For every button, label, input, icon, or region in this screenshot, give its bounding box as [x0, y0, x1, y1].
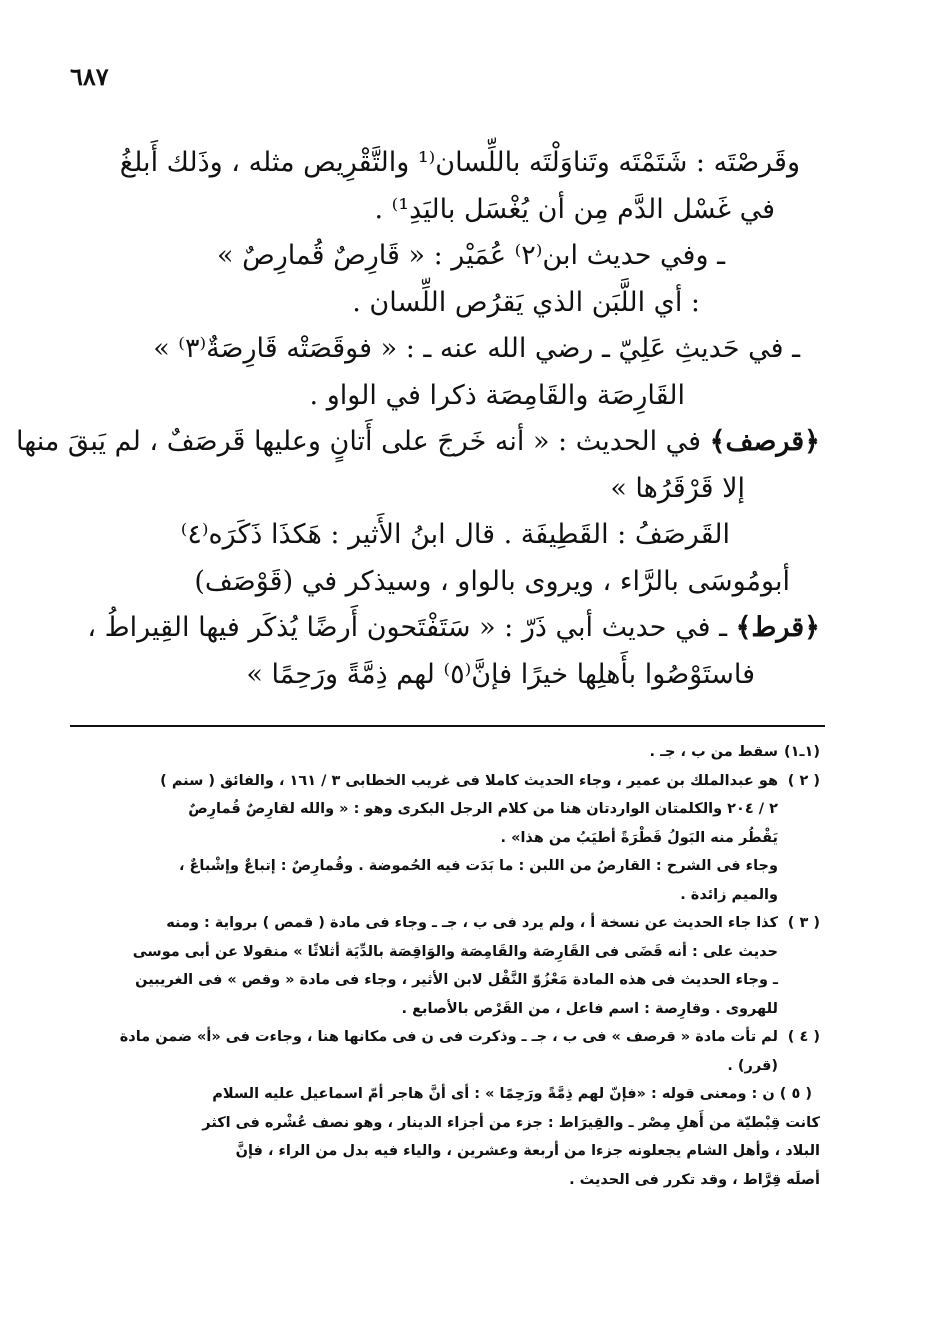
main-line: فاستَوْصُوا بأَهلِها خيرًا فإنَّ⁽٥⁾ لهم ذِمَّةً ورَحِمًا » [246, 658, 755, 690]
footnote-line: ـ وجاء الحديث فى هذه المادة مَعْزُوّ النَّقْل لابن الأثير ، وجاء فى مادة « وقص » فى الغريبين [135, 972, 778, 988]
main-line: ـ في حَديثِ عَلِيّ ـ رضي الله عنه ـ : « فوقَصَتْه قَارِصَةٌ⁽٣⁾ » [153, 333, 800, 364]
footnote-line: كانت قِبْطيّة من أَهلِ مِصْر ـ والقِيرَاط : جزء من أجزاء الدينار ، وهو نصف عُشْره فى اكثر [202, 1114, 820, 1131]
footnote-line: ( ٥ ) ن : ومعنى قوله : «فإنّ لهم ذِمَّةً ورَحِمًا » : أى أنَّ هاجر أمّ اسماعيل عليه السلام [212, 1086, 812, 1102]
footnote-number: ( ٣ ) [787, 915, 820, 931]
page-number: ٦٨٧ [70, 62, 109, 91]
footnote-line: لم تأت مادة « قرصف » فى ب ، جـ ـ وذكرت فى ن فى مكانها هنا ، وجاءت فى «أ» ضمن مادة [119, 1029, 778, 1045]
footnote [70, 909, 820, 1023]
main-line: وقَرصْتَه : شَتَمْتَه وتَناوَلْتَه باللِّسان⁽¹ والتَّقْرِيص مثله ، وذَلك أَبلغُ [119, 147, 800, 178]
main-line: في غَسْل الدَّم مِن أن يُغْسَل باليَدِ¹⁾ . [374, 193, 775, 225]
footnote-line: (قرر) . [727, 1057, 778, 1074]
entry-text: في الحديث : « أنه خَرجَ على أَتانٍ وعليها قَرصَفٌ ، لم يَبقَ منها [16, 426, 702, 457]
main-line: إلا قَرْقَرُها » [610, 472, 745, 504]
footnote [70, 738, 820, 767]
footnote-body [70, 909, 778, 1023]
footnote-5 [70, 1080, 820, 1194]
footnote [70, 767, 820, 910]
main-line: : أي اللَّبَن الذي يَقرُص اللِّسان . [352, 286, 700, 318]
footnote-line: سقط من ب ، جـ . [649, 744, 778, 760]
footnote-body [70, 738, 778, 767]
main-line: القَارِصَة والقَامِصَة ذكرا في الواو . [309, 379, 685, 411]
main-line: أبومُوسَى بالرَّاء ، ويروى بالواو ، وسيذكر في (قَوْصَف) [194, 565, 790, 597]
footnote-body [70, 767, 778, 910]
footnote-line: أصلَه قِرَّاط ، وقد تكرر فى الحديث . [569, 1171, 820, 1188]
footnote-line: وجاء فى الشرح : القارصُ من اللبن : ما بَدَت فيه الحُموضة . وقُمارِصٌ : إتباعٌ وإشْباعٌ ، [178, 858, 778, 874]
main-line: القَرصَفُ : القَطِيفَة . قال ابنُ الأَثير : هَكذَا ذَكَرَه⁽٤⁾ [180, 519, 730, 550]
footnote-body [70, 1023, 778, 1080]
main-line: ـ وفي حديث ابن⁽٢⁾ عُمَيْر : « قَارِصٌ قُمارِصٌ » [217, 240, 725, 271]
footnote-line: للهروى . وقارِصة : اسم فاعل ، من القَرْص بالأصابع . [401, 1000, 778, 1017]
footnote-line: والميم زائدة . [680, 886, 778, 903]
footnotes [70, 738, 820, 1194]
footnote-number: ( ٤ ) [787, 1029, 820, 1045]
headword-qart: ﴿قرط﴾ [735, 612, 820, 643]
main-text [16, 140, 820, 698]
footnote-number: ( ٢ ) [787, 772, 820, 789]
footnote-line: كذا جاء الحديث عن نسخة أ ، ولم يرد فى ب ، جـ ـ وجاء فى مادة ( قمص ) برواية : ومنه [166, 915, 778, 931]
entry-text: ـ في حديث أبي ذَرّ : « سَتَفْتَحون أَرضًا يُذكَر فيها القِيراطُ ، [87, 612, 727, 643]
footnote-line: البلاد ، وأهل الشام يجعلونه جزءا من أربعة وعشرين ، والياء فيه بدل من الراء ، فإنَّ [235, 1143, 820, 1159]
entry-qart-line [70, 605, 820, 652]
footnote-line: هو عبدالملك بن عمير ، وجاء الحديث كاملا فى غريب الخطابى ٣ / ١٦١ ، والفائق ( سنم ) [160, 772, 778, 789]
footnote-line: ٢ / ٢٠٤ والكلمتان الواردتان هنا من كلام الرجل البكرى وهو : « والله لقارِصٌ قُمارِصٌ [188, 801, 778, 817]
footnote-line: يَقْطُر منه البَولُ قَطْرَةً أطيَبُ من هذا» . [500, 829, 778, 846]
footnote-divider [70, 725, 825, 727]
footnote-number: (١ـ١) [784, 744, 820, 760]
footnote-line: حديث على : أنه قَضَى فى القَارِصَة والقَامِصَة والوَاقِصَة بالدِّيَة أثلاثًا » منقولا عن أبى موسى [132, 943, 778, 960]
headword-qarsaf: ﴿قرصف﴾ [709, 426, 820, 457]
footnote [70, 1023, 820, 1080]
entry-qarsaf-line [16, 419, 820, 466]
